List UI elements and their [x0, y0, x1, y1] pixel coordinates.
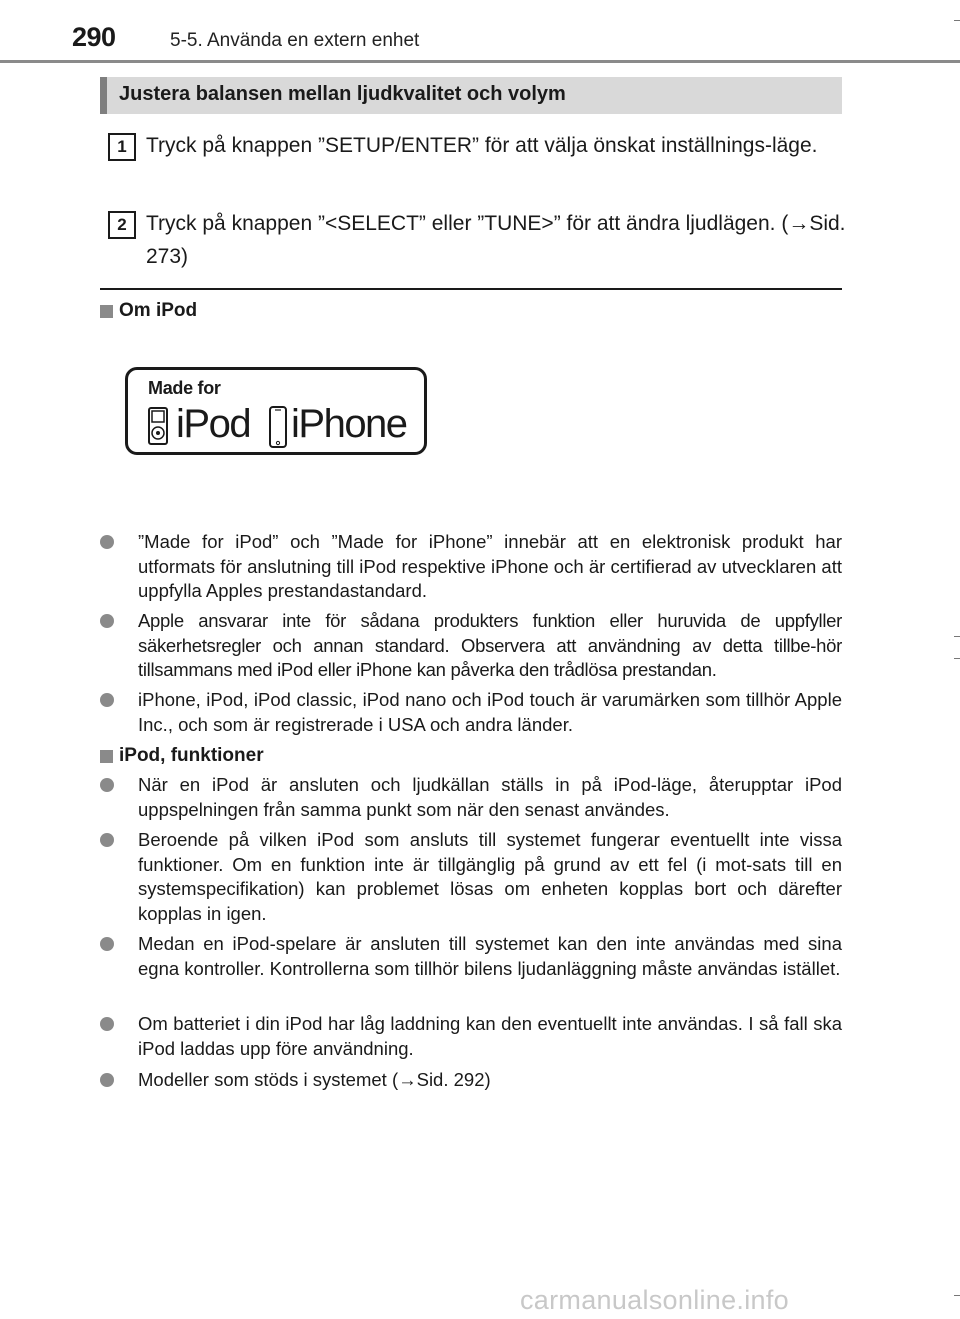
made-for-ipod-iphone-badge: [125, 367, 427, 455]
chapter-title: 5-5. Använda en extern enhet: [170, 30, 420, 51]
bullet-dot-icon: [100, 693, 114, 707]
sub-heading-label: Om iPod: [119, 300, 198, 321]
sub-heading-om-ipod: [100, 300, 197, 322]
crop-mark: [954, 1295, 960, 1296]
list-item: [100, 688, 842, 737]
list-item: [100, 932, 842, 981]
watermark: carmanualsonline.info: [520, 1285, 789, 1315]
bullet-dot-icon: [100, 778, 114, 792]
bullet-text: Om batteriet i din iPod har låg laddning kan den eventuellt inte användas. I så fall ska iPod laddas upp före användning.: [138, 1013, 842, 1059]
ipod-device-icon: [148, 407, 168, 445]
iphone-device-icon: [269, 406, 287, 448]
bullet-text: Apple ansvarar inte för sådana produkters funktion eller huruvida de uppfyller säkerhetsregler och annan standard. Observera att användning av detta tillbe-hör tillsammans med iPod eller iPhone kan påverka den trådlösa prestandan.: [138, 610, 842, 680]
crop-mark: [954, 636, 960, 637]
sub-heading-ipod-funktioner: [100, 745, 264, 767]
list-item: [100, 1012, 842, 1061]
bullet-text: Beroende på vilken iPod som ansluts till systemet fungerar eventuellt inte vissa funktioner. Om en funktion inte är tillgänglig på grund av ett fel (i mot-sats till en systemspecifikation) kan problemet lösas om enheten kopplas bort och därefter kopplas in igen.: [138, 829, 842, 924]
step-text: Tryck på knappen ”SETUP/ENTER” för att välja önskat inställnings-läge.: [146, 134, 818, 157]
square-bullet-icon: [100, 305, 113, 318]
bullet-text: När en iPod är ansluten och ljudkällan ställs in på iPod-läge, återupptar iPod uppspelningen från samma punkt som när den senast användes.: [138, 774, 842, 820]
bullet-dot-icon: [100, 937, 114, 951]
badge-made-for-label: Made for: [148, 378, 221, 398]
bullet-dot-icon: [100, 1017, 114, 1031]
bullet-dot-icon: [100, 535, 114, 549]
square-bullet-icon: [100, 750, 113, 763]
step-number-badge: 2: [108, 211, 136, 239]
bullet-text: iPhone, iPod, iPod classic, iPod nano och iPod touch är varumärken som tillhör Apple Inc., och som är registrerade i USA och andra länder.: [138, 689, 842, 735]
bullet-text: Modeller som stöds i systemet (→Sid. 292): [138, 1069, 491, 1090]
section-divider: [100, 288, 842, 290]
section-heading: Justera balansen mellan ljudkvalitet och volym: [100, 77, 842, 114]
bullet-text: ”Made for iPod” och ”Made for iPhone” innebär att en elektronisk produkt har utformats för anslutning till iPod respektive iPhone och är certifierad av utvecklaren att uppfylla Apples prestandastandard.: [138, 531, 842, 601]
bullet-dot-icon: [100, 833, 114, 847]
bullet-dot-icon: [100, 614, 114, 628]
step-number-badge: 1: [108, 133, 136, 161]
badge-iphone-label: iPhone: [291, 402, 407, 446]
crop-mark: [954, 658, 960, 659]
sub-heading-label: iPod, funktioner: [119, 745, 264, 766]
step-text: Tryck på knappen ”<SELECT” eller ”TUNE>” för att ändra ljudlägen. (→Sid. 273): [146, 212, 846, 268]
header-rule: [0, 60, 960, 63]
page-number: 290: [72, 22, 116, 52]
bullet-dot-icon: [100, 1073, 114, 1087]
list-item: [100, 773, 842, 822]
badge-ipod-label: iPod: [176, 402, 251, 446]
crop-mark: [954, 20, 960, 21]
list-item: [100, 530, 842, 604]
bullet-text: Medan en iPod-spelare är ansluten till systemet kan den inte användas med sina egna kontroller. Kontrollerna som tillhör bilens ljudanläggning måste användas istället.: [138, 933, 842, 979]
list-item: [100, 1068, 842, 1093]
list-item: [100, 828, 842, 926]
list-item: [100, 609, 842, 683]
